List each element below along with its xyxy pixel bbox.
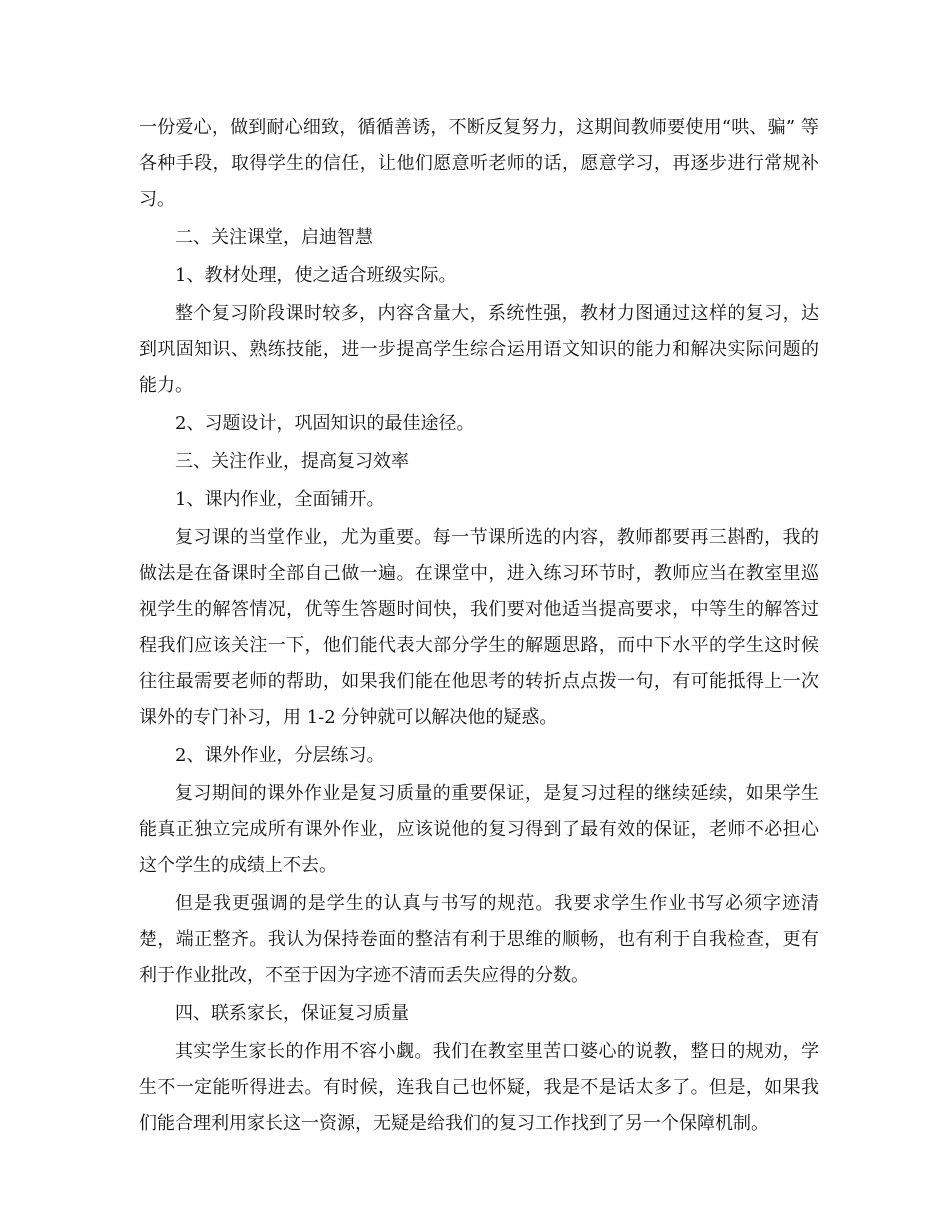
paragraph-2-1: 整个复习阶段课时较多，内容含量大，系统性强，教材力图通过这样的复习，达到巩固知识、熟练技能，进一步提高学生综合运用语文知识的能力和解决实际问题的能力。 bbox=[139, 303, 819, 396]
document-page bbox=[139, 110, 819, 1144]
section-heading-2: 二、关注课堂，启迪智慧 bbox=[175, 227, 373, 248]
paragraph-3-1: 复习课的当堂作业，尤为重要。每一节课所选的内容，教师都要再三斟酌，我的做法是在备课时全部自己做一遍。在课堂中，进入练习环节时，教师应当在教室里巡视学生的解答情况，优等生答题时间快，我们要对他适当提高要求，中等生的解答过程我们应该关注一下，他们能代表大部分学生的解题思路，而中下水平的学生这时候往往最需要老师的帮助，如果我们能在他思考的转折点点拨一句，有可能抵得上一次课外的专门补习，用 1-2 分钟就可以解决他的疑惑。 bbox=[139, 527, 819, 728]
subheading-3-1: 1、课内作业，全面铺开。 bbox=[175, 489, 385, 510]
paragraph-3-2a: 复习期间的课外作业是复习质量的重要保证，是复习过程的继续延续，如果学生能真正独立完成所有课外作业，应该说他的复习得到了最有效的保证，老师不必担心这个学生的成绩上不去。 bbox=[139, 783, 819, 876]
paragraph-3-2b: 但是我更强调的是学生的认真与书写的规范。我要求学生作业书写必须字迹清楚，端正整齐。我认为保持卷面的整洁有利于思维的顺畅，也有利于自我检查，更有利于作业批改，不至于因为字迹不清而丢失应得的分数。 bbox=[139, 893, 819, 986]
subheading-2-1: 1、教材处理，使之适合班级实际。 bbox=[175, 265, 457, 286]
paragraph-4: 其实学生家长的作用不容小觑。我们在教室里苦口婆心的说教，整日的规劝，学生不一定能听得进去。有时候，连我自己也怀疑，我是不是话太多了。但是，如果我们能合理利用家长这一资源，无疑是给我们的复习工作找到了另一个保障机制。 bbox=[139, 1041, 819, 1134]
subheading-2-2: 2、习题设计，巩固知识的最佳途径。 bbox=[175, 413, 475, 434]
paragraph-1: 一份爱心，做到耐心细致，循循善诱，不断反复努力，这期间教师要使用“哄、骗” 等各种手段，取得学生的信任，让他们愿意听老师的话，愿意学习，再逐步进行常规补习。 bbox=[139, 117, 819, 210]
subheading-3-2: 2、课外作业，分层练习。 bbox=[175, 745, 385, 766]
section-heading-4: 四、联系家长，保证复习质量 bbox=[175, 1003, 409, 1024]
section-heading-3: 三、关注作业，提高复习效率 bbox=[175, 451, 409, 472]
